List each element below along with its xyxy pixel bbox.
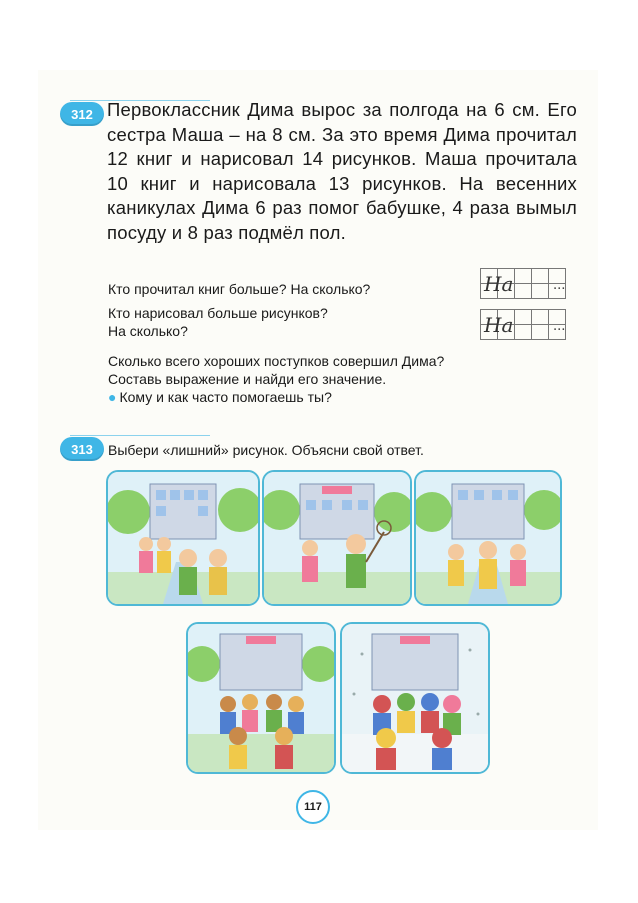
question-good-deeds: Сколько всего хороших поступков совершил Дима? [108,353,445,369]
task-number-badge: 313 [60,437,104,461]
task-number-badge: 312 [60,102,104,126]
picture-5-illustration [342,624,488,772]
picture-4[interactable] [186,622,336,774]
answer-dots-1: ... [553,278,566,293]
picture-1[interactable] [106,470,260,606]
answer-word-2: На [484,313,514,337]
task-text: Первоклассник Дима вырос за полгода на 6 см. Его сестра Маша – на 8 см. За это время Дима прочитал 12 книг и нарисовал 14 рисунков. Маша прочитала 10 книг и нарисовала 13 рисунков. На весенних каникулах Дима 6 раз помог бабушке, 4 раза вымыл посуду и 8 раз подмёл пол. [107,99,577,243]
picture-2-illustration [264,472,410,604]
picture-3[interactable] [414,470,562,606]
question-who-help-text: Кому и как часто помогаешь ты? [119,389,332,405]
question-expression: Составь выражение и найди его значение. [108,371,387,387]
picture-2[interactable] [262,470,412,606]
answer-dots-2: ... [553,319,566,334]
question-books: Кто прочитал книг больше? На сколько? [108,281,371,297]
answer-word-1: На [484,272,514,296]
picture-5[interactable] [340,622,490,774]
picture-1-illustration [108,472,258,604]
task-instruction: Выбери «лишний» рисунок. Объясни свой ответ. [108,442,424,458]
picture-4-illustration [188,624,334,772]
page-number: 117 [296,790,330,824]
question-drawings-diff: На сколько? [108,323,188,339]
question-drawings: Кто нарисовал больше рисунков? [108,305,328,321]
bullet-icon: ● [108,389,117,405]
task-rule [70,435,210,436]
question-who-help [108,388,332,407]
picture-3-illustration [416,472,560,604]
